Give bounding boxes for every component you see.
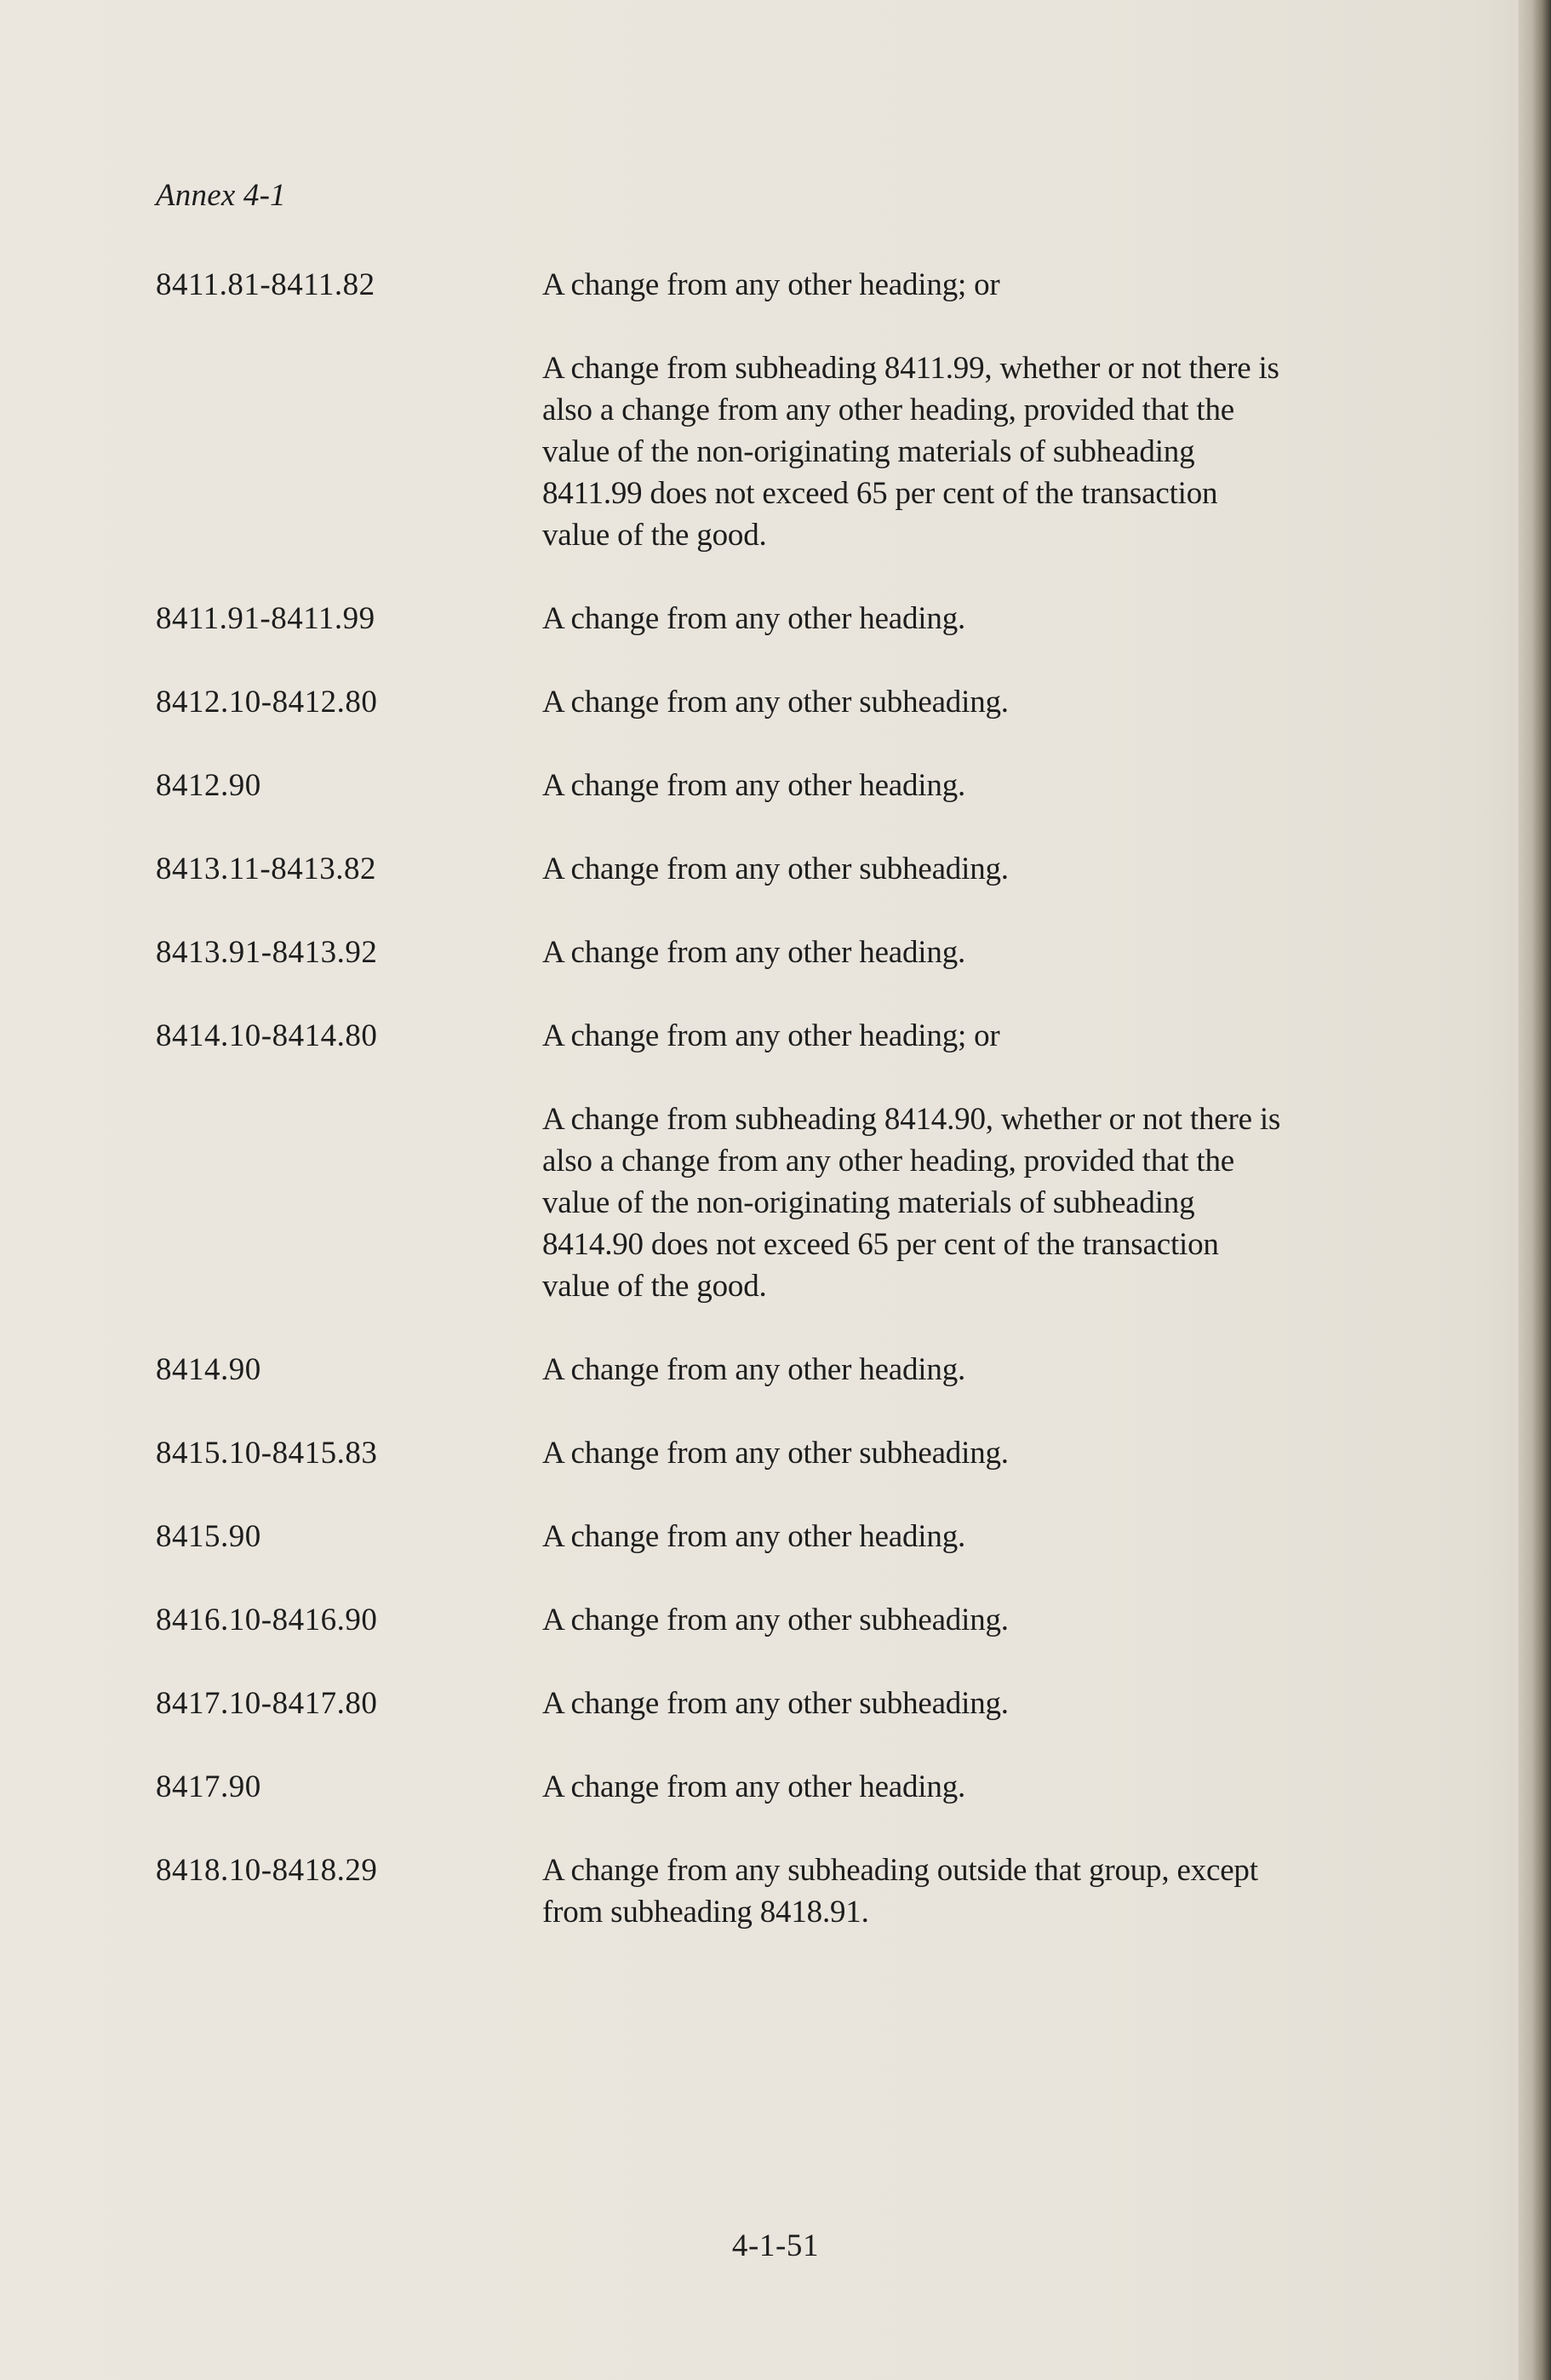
tariff-code: 8415.10-8415.83 — [156, 1436, 378, 1471]
book-spine-shadow — [1519, 0, 1551, 2380]
tariff-code: 8416.10-8416.90 — [156, 1603, 378, 1637]
rule-row — [156, 264, 1313, 306]
rule-text: A change from any other heading. — [542, 1352, 966, 1387]
rule-text: A change from any other subheading. — [542, 1603, 1009, 1637]
running-head: Annex 4-1 — [156, 178, 286, 213]
rule-text: A change from any other heading. — [542, 935, 966, 970]
rule-row — [156, 1599, 1313, 1641]
rule-row — [156, 1432, 1313, 1474]
tariff-code: 8413.91-8413.92 — [156, 935, 378, 970]
rule-text: A change from any subheading outside that group, except from subheading 8418.91. — [542, 1853, 1258, 1930]
rule-row — [156, 347, 1313, 556]
rule-row — [156, 598, 1313, 639]
rule-row — [156, 848, 1313, 890]
tariff-code: 8413.11-8413.82 — [156, 852, 376, 886]
rule-row — [156, 1850, 1313, 1933]
rule-row — [156, 932, 1313, 973]
tariff-code: 8414.90 — [156, 1352, 261, 1387]
tariff-code: 8412.10-8412.80 — [156, 685, 378, 720]
rule-row — [156, 1766, 1313, 1808]
rule-text: A change from subheading 8414.90, whether or not there is also a change from any other heading, provided that the value of the non-originating materials of subheading 8414.90 does not exceed 65 per cent of the transaction value of the good. — [542, 1102, 1281, 1304]
rule-row — [156, 1516, 1313, 1557]
tariff-code: 8418.10-8418.29 — [156, 1853, 378, 1888]
rule-text: A change from any other heading. — [542, 1519, 966, 1554]
tariff-code: 8414.10-8414.80 — [156, 1018, 378, 1053]
rules-table — [156, 264, 1313, 1975]
rule-row — [156, 765, 1313, 806]
tariff-code: 8411.81-8411.82 — [156, 267, 375, 302]
rule-row — [156, 1098, 1313, 1307]
tariff-code: 8411.91-8411.99 — [156, 601, 375, 636]
rule-text: A change from any other heading; or — [542, 1018, 1000, 1053]
rule-text: A change from any other subheading. — [542, 852, 1009, 886]
rule-text: A change from any other subheading. — [542, 685, 1009, 720]
rule-row — [156, 1349, 1313, 1391]
rule-text: A change from any other heading. — [542, 1769, 966, 1804]
rule-text: A change from any other heading. — [542, 768, 966, 803]
rule-text: A change from any other heading; or — [542, 267, 1000, 302]
tariff-code: 8412.90 — [156, 768, 261, 803]
rule-row — [156, 1015, 1313, 1057]
tariff-code: 8415.90 — [156, 1519, 261, 1554]
rule-text: A change from any other subheading. — [542, 1436, 1009, 1471]
rule-row — [156, 1683, 1313, 1724]
rule-text: A change from subheading 8411.99, whether or not there is also a change from any other heading, provided that the value of the non-originating materials of subheading 8411.99 does not exceed 65 per cent of the transaction value of the good. — [542, 351, 1279, 553]
rule-text: A change from any other heading. — [542, 601, 966, 636]
tariff-code: 8417.90 — [156, 1769, 261, 1804]
rule-text: A change from any other subheading. — [542, 1686, 1009, 1721]
page-number: 4-1-51 — [731, 2228, 820, 2263]
rule-row — [156, 681, 1313, 723]
tariff-code: 8417.10-8417.80 — [156, 1686, 378, 1721]
